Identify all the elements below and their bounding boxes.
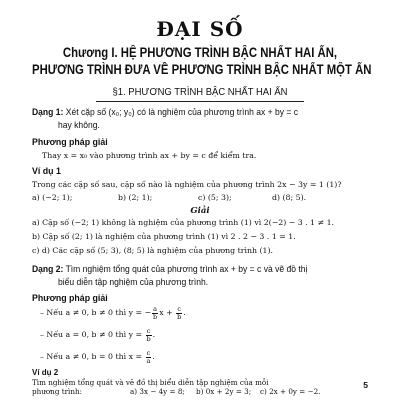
- dang2-text-line-2: biểu diễn tập nghiệm của phương trình.: [58, 277, 209, 288]
- case1-fraction-a-over-b: [152, 306, 158, 321]
- dang1-method-title: Phương pháp giải: [32, 137, 108, 147]
- dang2-case-3: [40, 349, 155, 365]
- case3-suffix: .: [152, 352, 155, 361]
- dang2-label: Dạng 2:: [32, 264, 64, 275]
- vidu1-option-c: c) (5; 3);: [198, 193, 232, 202]
- case1-frac2-numerator: c: [177, 304, 182, 313]
- vidu1-solution-b: b) Cặp số (2; 1) là nghiệm của phương trình (1) vì 2 . 2 − 3 . 1 = 1.: [32, 232, 296, 241]
- vidu2-option-c: c) 2x + 0y = −2.: [260, 387, 321, 396]
- case1-frac1-denominator: b: [153, 312, 158, 321]
- page-title: ĐẠI SỐ: [156, 17, 244, 41]
- chapter-heading-line-1: Chương I. HỆ PHƯƠNG TRÌNH BẬC NHẤT HAI ẨN,: [62, 45, 338, 60]
- dang1-heading: [32, 107, 298, 118]
- case1-frac1-numerator: a: [153, 304, 158, 313]
- dang1-method-text: Thay x = x₀ vào phương trình ax + by = c để kiểm tra.: [42, 151, 257, 160]
- case3-prefix: – Nếu a ≠ 0, b = 0 thì x =: [40, 352, 143, 361]
- vidu1-solution-title: Giải: [190, 206, 210, 216]
- dang2-heading: [32, 264, 307, 275]
- vidu1-question: Trong các cặp số sau, cặp số nào là nghiệm của phương trình 2x − 3y = 1 (1)?: [32, 180, 342, 189]
- case3-frac-numerator: c: [146, 348, 151, 357]
- vidu2-option-b: b) 0x + 2y = 3;: [196, 387, 252, 396]
- vidu2-option-a: a) 3x − 4y = 8;: [130, 387, 185, 396]
- case1-suffix: .: [183, 308, 186, 317]
- section-heading: §1. PHƯƠNG TRÌNH BẬC NHẤT HAI ẨN: [112, 86, 288, 98]
- vidu1-title: Ví dụ 1: [32, 166, 61, 176]
- dang2-text-line-1: Tìm nghiệm tổng quát của phương trình ax + by = c và vẽ đồ thị: [65, 264, 308, 275]
- vidu1-option-d: d) (8; 5).: [272, 193, 307, 202]
- vidu2-title: Ví dụ 2: [32, 368, 59, 377]
- section-underline: [96, 101, 304, 102]
- vidu1-solution-a: a) Cặp số (−2; 1) không là nghiệm của phương trình (1) vì 2(−2) − 3 . 1 ≠ 1.: [32, 218, 335, 227]
- case1-frac2-denominator: b: [177, 312, 182, 321]
- case3-frac-denominator: a: [146, 356, 151, 365]
- dang2-case-2: [40, 327, 155, 343]
- page-number: 5: [363, 380, 368, 390]
- dang2-case-1: [40, 305, 186, 321]
- vidu2-question-line-2: phương trình:: [32, 387, 83, 396]
- dang1-text-line-2: hay không.: [58, 120, 100, 131]
- vidu1-solution-cd: c) d) Các cặp số (5; 3), (8; 5) là nghiệm của phương trình (1).: [32, 246, 274, 255]
- case1-prefix: – Nếu a ≠ 0, b ≠ 0 thì y = −: [40, 308, 152, 317]
- case1-middle: x +: [159, 308, 173, 317]
- dang1-label: Dạng 1:: [32, 107, 64, 118]
- chapter-heading-line-2: PHƯƠNG TRÌNH ĐƯA VỀ PHƯƠNG TRÌNH BẬC NHẤT MỘT ẨN: [32, 62, 372, 77]
- dang1-text-line-1: Xét cặp số (x₀; y₀) có là nghiệm của phương trình ax + by = c: [65, 107, 299, 118]
- vidu1-option-b: b) (2; 1);: [118, 193, 153, 202]
- vidu1-option-a: a) (−2; 1);: [32, 193, 73, 202]
- vidu2-question-line-1: Tìm nghiệm tổng quát và vẽ đồ thị biểu diễn tập nghiệm của mỗi: [32, 378, 269, 387]
- dang2-method-title: Phương pháp giải: [32, 293, 108, 303]
- case2-frac-denominator: b: [146, 334, 151, 343]
- case2-fraction-c-over-b: [146, 328, 152, 343]
- case2-prefix: – Nếu a = 0, b ≠ 0 thì y =: [40, 330, 143, 339]
- case1-fraction-c-over-b: [176, 306, 182, 321]
- case2-suffix: .: [152, 330, 156, 339]
- case3-fraction-c-over-a: [146, 348, 155, 365]
- case2-frac-numerator: c: [146, 326, 151, 335]
